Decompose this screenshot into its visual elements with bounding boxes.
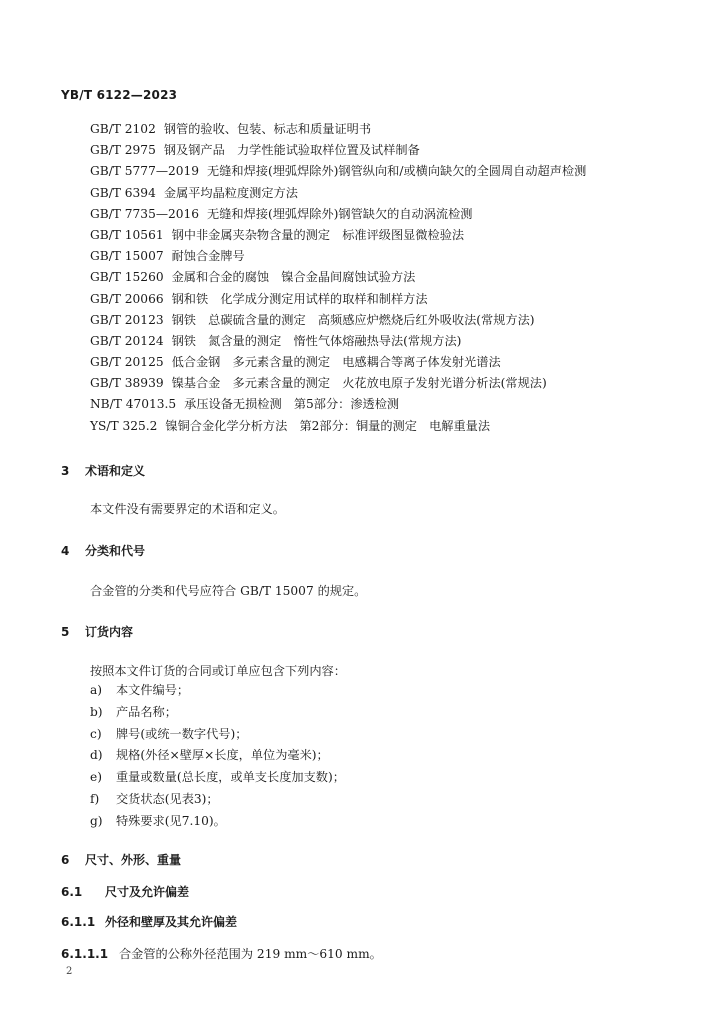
reference-item (90, 394, 690, 415)
section-6-1-heading (61, 883, 189, 900)
list-item-text: 规格(外径×壁厚×长度，单位为毫米)； (116, 748, 329, 763)
section-title: 尺寸及允许偏差 (105, 885, 190, 899)
section-number: 5 (61, 625, 70, 639)
list-item-letter: a) (90, 683, 103, 697)
section-number: 6.1 (61, 885, 83, 899)
reference-item (90, 310, 690, 331)
reference-item (90, 225, 690, 246)
reference-code: GB/T 38939 (90, 376, 164, 391)
section-3-heading (61, 462, 145, 479)
section-number: 3 (61, 464, 70, 478)
reference-code: GB/T 10561 (90, 227, 164, 242)
reference-title: 镍铜合金化学分析方法 第2部分：铜量的测定 电解重量法 (165, 418, 491, 433)
list-item-text: 本文件编号； (116, 683, 190, 697)
list-item-text: 重量或数量(总长度，或单支长度加支数)； (116, 770, 345, 785)
reference-code: GB/T 15260 (90, 270, 164, 285)
list-item-letter: d) (90, 748, 103, 763)
page-number: 2 (66, 966, 73, 977)
section-4-heading (61, 542, 145, 559)
normative-references-list (90, 119, 690, 437)
clause-6-1-1-1 (61, 945, 382, 962)
list-item (90, 767, 345, 789)
section-3-body: 本文件没有需要界定的术语和定义。 (90, 502, 285, 516)
reference-item (90, 119, 690, 140)
reference-title: 钢铁 总碳硫含量的测定 高频感应炉燃烧后红外吸收法(常规方法) (171, 312, 535, 327)
list-item-text: 牌号(或统一数字代号)； (116, 726, 248, 741)
section-title: 外径和壁厚及其允许偏差 (105, 915, 238, 929)
section-number: 6 (61, 853, 70, 867)
section-5-intro: 按照本文件订货的合同或订单应包含下列内容： (90, 664, 346, 678)
list-item (90, 680, 345, 702)
clause-number: 6.1.1.1 (61, 947, 109, 961)
reference-item (90, 204, 690, 225)
reference-title: 钢铁 氮含量的测定 惰性气体熔融热导法(常规方法) (171, 333, 462, 348)
section-title: 尺寸、外形、重量 (85, 853, 182, 867)
reference-item (90, 373, 690, 394)
reference-item (90, 140, 690, 161)
clause-text: 合金管的公称外径范围为 219 mm～610 mm。 (119, 947, 382, 961)
reference-code: GB/T 7735—2016 (90, 206, 200, 221)
reference-title: 低合金钢 多元素含量的测定 电感耦合等离子体发射光谱法 (171, 355, 501, 370)
list-item (90, 789, 345, 811)
reference-code: GB/T 20124 (90, 333, 164, 348)
reference-title: 无缝和焊接(埋弧焊除外)钢管纵向和/或横向缺欠的全圆周自动超声检测 (207, 164, 587, 179)
reference-item (90, 352, 690, 373)
section-4-body: 合金管的分类和代号应符合 GB/T 15007 的规定。 (90, 584, 367, 598)
section-number: 4 (61, 544, 70, 558)
section-6-1-1-heading (61, 913, 237, 930)
reference-code: GB/T 5777—2019 (90, 164, 200, 179)
reference-title: 无缝和焊接(埋弧焊除外)钢管缺欠的自动涡流检测 (207, 206, 473, 221)
reference-title: 钢及钢产品 力学性能试验取样位置及试样制备 (163, 143, 420, 158)
reference-code: GB/T 2975 (90, 143, 156, 158)
reference-title: 承压设备无损检测 第5部分：渗透检测 (184, 397, 400, 412)
reference-code: GB/T 15007 (90, 249, 164, 264)
reference-code: NB/T 47013.5 (90, 397, 177, 412)
reference-title: 钢中非金属夹杂物含量的测定 标准评级图显微检验法 (171, 227, 465, 242)
section-number: 6.1.1 (61, 915, 96, 929)
list-item (90, 724, 345, 746)
list-item (90, 811, 345, 833)
section-5-heading (61, 623, 133, 640)
reference-title: 镍基合金 多元素含量的测定 火花放电原子发射光谱分析法(常规法) (171, 376, 547, 391)
document-id-header: YB/T 6122—2023 (61, 88, 178, 102)
reference-item (90, 331, 690, 352)
reference-title: 钢管的验收、包装、标志和质量证明书 (163, 122, 372, 136)
reference-code: GB/T 2102 (90, 122, 156, 136)
reference-title: 金属平均晶粒度测定方法 (163, 185, 298, 200)
section-title: 订货内容 (85, 625, 134, 639)
list-item-text: 特殊要求(见7.10)。 (116, 813, 226, 828)
list-item (90, 745, 345, 767)
order-items-list (90, 680, 345, 833)
list-item-letter: b) (90, 704, 103, 719)
section-6-heading (61, 851, 181, 868)
reference-title: 钢和铁 化学成分测定用试样的取样和制样方法 (171, 291, 428, 306)
reference-item (90, 161, 690, 182)
reference-code: GB/T 20125 (90, 355, 164, 370)
list-item-letter: f) (90, 791, 100, 806)
reference-title: 金属和合金的腐蚀 镍合金晶间腐蚀试验方法 (171, 270, 416, 285)
section-title: 分类和代号 (85, 544, 146, 558)
reference-item (90, 246, 690, 267)
reference-item (90, 183, 690, 204)
list-item (90, 702, 345, 724)
list-item-letter: e) (90, 770, 102, 785)
list-item-text: 产品名称； (116, 704, 177, 719)
section-title: 术语和定义 (85, 464, 146, 478)
reference-code: YS/T 325.2 (90, 418, 158, 433)
reference-code: GB/T 20123 (90, 312, 164, 327)
reference-item (90, 289, 690, 310)
reference-code: GB/T 6394 (90, 185, 156, 200)
list-item-text: 交货状态(见表3)； (116, 791, 219, 806)
list-item-letter: c) (90, 726, 102, 741)
reference-code: GB/T 20066 (90, 291, 164, 306)
list-item-letter: g) (90, 813, 103, 828)
reference-item (90, 267, 690, 288)
reference-item (90, 416, 690, 437)
reference-title: 耐蚀合金牌号 (171, 249, 245, 264)
